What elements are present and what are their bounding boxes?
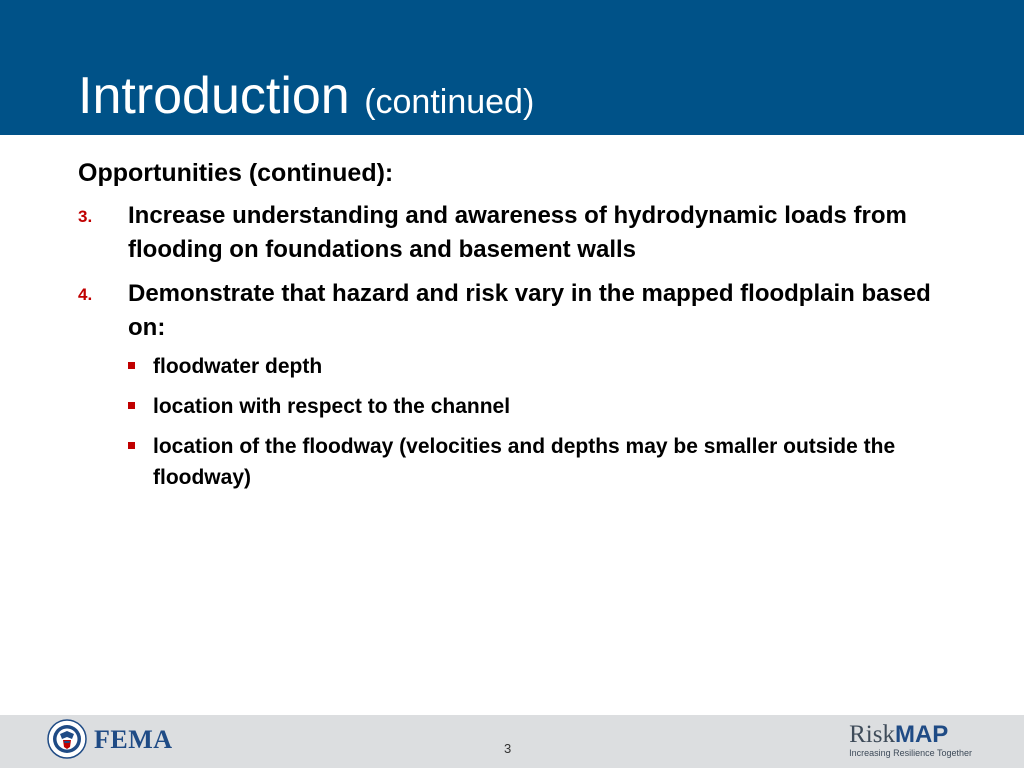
riskmap-logo [849,722,972,759]
square-bullet-icon [128,362,135,369]
square-bullet-icon [128,442,135,449]
item-number: 4. [78,285,93,304]
riskmap-tagline: Increasing Resilience Together [849,748,972,758]
list-item [78,277,958,493]
title-sub: (continued) [364,83,535,121]
fema-logo: FEMA [94,725,173,754]
slide-title [78,66,534,132]
title-main: Introduction [78,67,350,125]
dhs-seal-icon [47,719,87,759]
riskmap-risk: Risk [849,721,895,748]
square-bullet-icon [128,402,135,409]
riskmap-wordmark [849,722,972,748]
slide-body [78,156,958,503]
list-item [78,199,958,267]
sub-bullet-item [128,351,958,382]
item-text: Increase understanding and awareness of hydrodynamic loads from flooding on foundations and basement walls [128,202,907,263]
title-bar [0,0,1024,135]
item-text: Demonstrate that hazard and risk vary in the mapped floodplain based on: [128,280,931,341]
sub-bullet-text: location of the floodway (velocities and depths may be smaller outside the floodway) [153,435,896,489]
sub-bullet-item [128,391,958,422]
riskmap-map: MAP [894,721,949,748]
sub-bullet-text: floodwater depth [153,355,323,378]
sub-bullet-list [128,351,958,493]
item-number: 3. [78,207,93,226]
sub-bullet-text: location with respect to the channel [153,395,511,418]
page-number: 3 [504,741,512,756]
footer-bar [0,715,1024,768]
section-heading: Opportunities (continued): [78,159,394,187]
sub-bullet-item [128,431,958,493]
numbered-list [78,199,958,493]
